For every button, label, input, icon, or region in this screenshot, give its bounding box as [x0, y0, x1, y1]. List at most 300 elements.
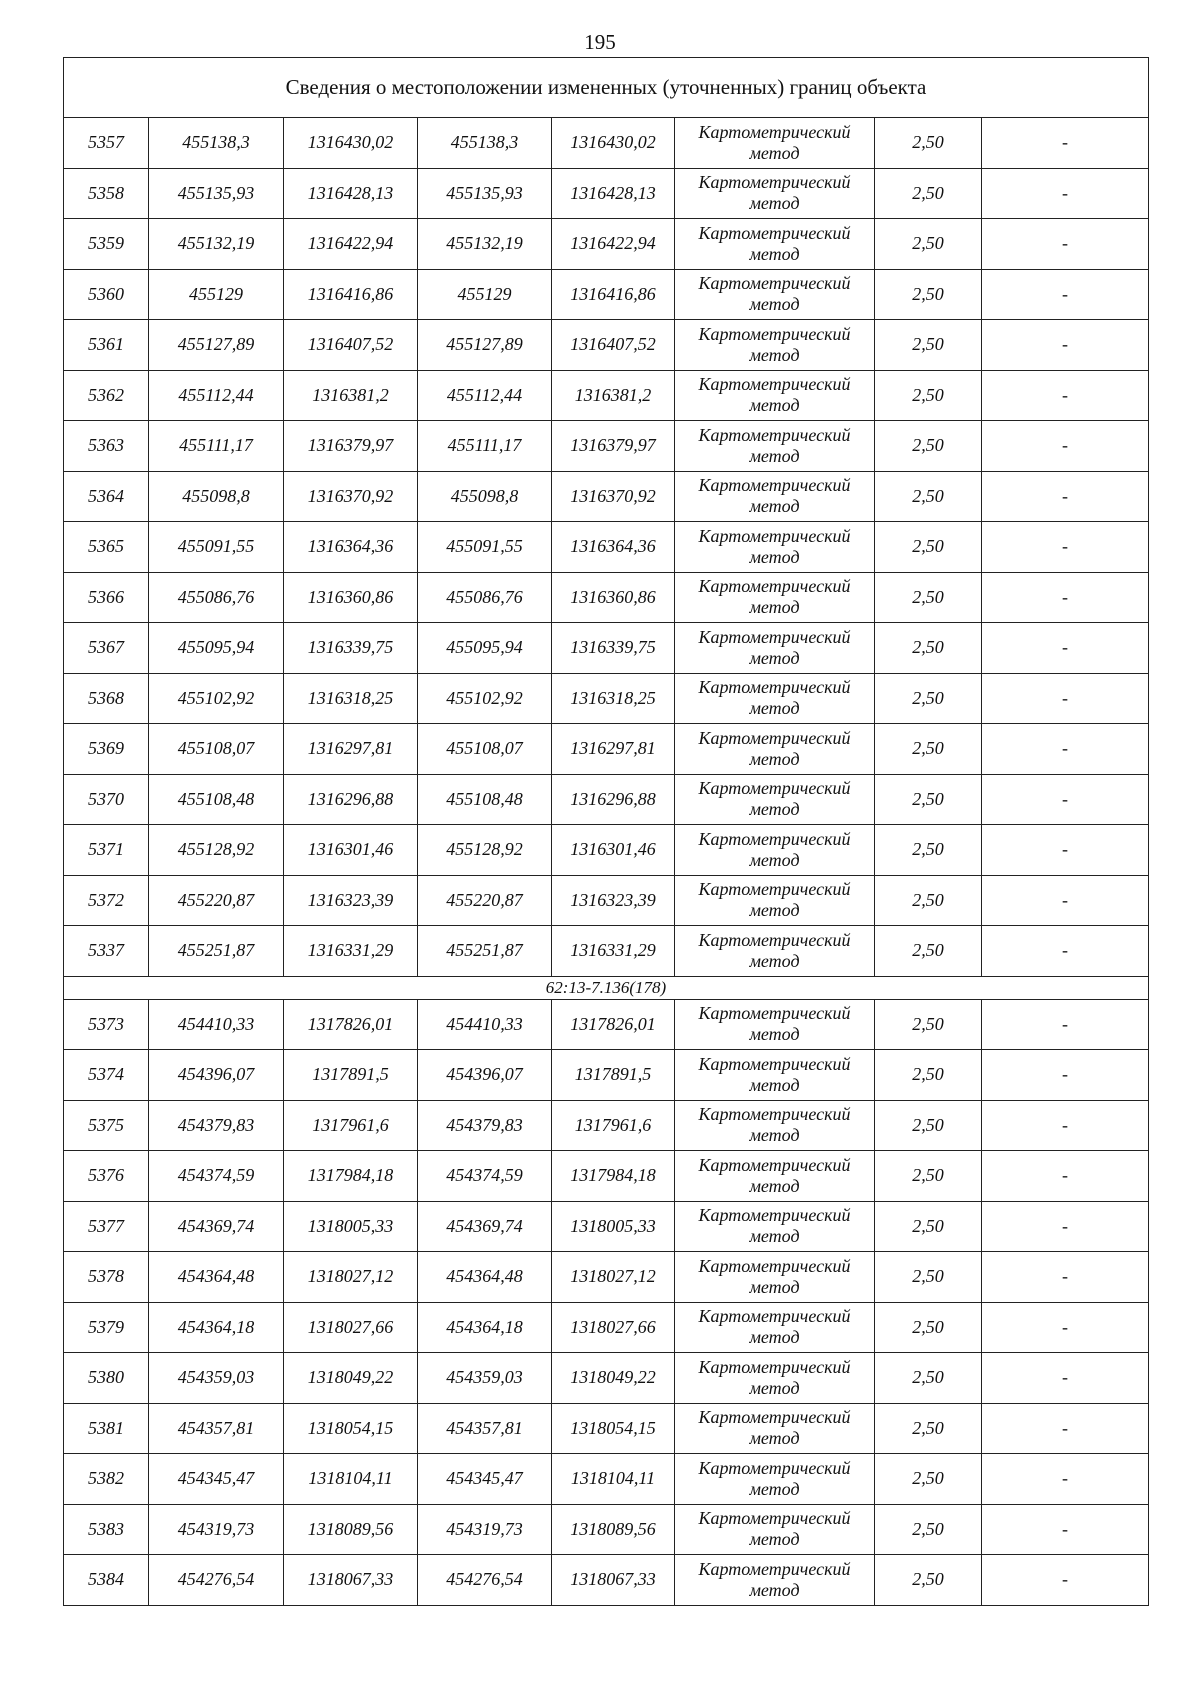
method-line2: метод — [749, 1125, 800, 1146]
description-cell: - — [982, 1050, 1149, 1101]
y-new-cell: 1316407,52 — [552, 320, 675, 371]
method-line2: метод — [749, 1024, 800, 1045]
method-cell — [675, 1302, 875, 1353]
y-old-cell: 1316379,97 — [284, 421, 418, 472]
method-line2: метод — [749, 1074, 800, 1095]
description-cell: - — [982, 471, 1149, 522]
y-new-cell: 1318005,33 — [552, 1201, 675, 1252]
method-line2: метод — [749, 698, 800, 719]
description-cell: - — [982, 774, 1149, 825]
x-new-cell: 454396,07 — [418, 1050, 552, 1101]
method-line1: Картометрический — [698, 525, 851, 546]
y-old-cell: 1318005,33 — [284, 1201, 418, 1252]
y-old-cell: 1316301,46 — [284, 825, 418, 876]
y-new-cell: 1318067,33 — [552, 1555, 675, 1606]
accuracy-cell: 2,50 — [875, 623, 982, 674]
method-cell — [675, 724, 875, 775]
description-cell: - — [982, 522, 1149, 573]
point-number-cell: 5373 — [64, 999, 149, 1050]
x-new-cell: 454357,81 — [418, 1403, 552, 1454]
table-row — [64, 1454, 1149, 1505]
point-number-cell: 5362 — [64, 370, 149, 421]
y-old-cell: 1318027,66 — [284, 1302, 418, 1353]
description-cell: - — [982, 1100, 1149, 1151]
accuracy-cell: 2,50 — [875, 926, 982, 977]
table-row — [64, 999, 1149, 1050]
y-new-cell: 1316301,46 — [552, 825, 675, 876]
table-title-row — [64, 58, 1149, 118]
description-cell: - — [982, 168, 1149, 219]
x-old-cell: 454364,18 — [149, 1302, 284, 1353]
method-cell — [675, 1100, 875, 1151]
x-old-cell: 455112,44 — [149, 370, 284, 421]
accuracy-cell: 2,50 — [875, 1201, 982, 1252]
x-new-cell: 455095,94 — [418, 623, 552, 674]
x-old-cell: 454319,73 — [149, 1504, 284, 1555]
x-old-cell: 454359,03 — [149, 1353, 284, 1404]
x-old-cell: 455086,76 — [149, 572, 284, 623]
x-old-cell: 455220,87 — [149, 875, 284, 926]
point-number-cell: 5360 — [64, 269, 149, 320]
description-cell: - — [982, 999, 1149, 1050]
x-old-cell: 455108,48 — [149, 774, 284, 825]
y-new-cell: 1318027,12 — [552, 1252, 675, 1303]
y-new-cell: 1316416,86 — [552, 269, 675, 320]
accuracy-cell: 2,50 — [875, 1454, 982, 1505]
method-cell — [675, 875, 875, 926]
method-cell — [675, 1403, 875, 1454]
y-old-cell: 1318089,56 — [284, 1504, 418, 1555]
y-old-cell: 1317826,01 — [284, 999, 418, 1050]
y-old-cell: 1318067,33 — [284, 1555, 418, 1606]
x-old-cell: 454379,83 — [149, 1100, 284, 1151]
table-row — [64, 1504, 1149, 1555]
y-old-cell: 1316381,2 — [284, 370, 418, 421]
x-new-cell: 455132,19 — [418, 219, 552, 270]
method-cell — [675, 1555, 875, 1606]
method-cell — [675, 118, 875, 169]
y-old-cell: 1316360,86 — [284, 572, 418, 623]
x-new-cell: 455091,55 — [418, 522, 552, 573]
y-new-cell: 1318089,56 — [552, 1504, 675, 1555]
point-number-cell: 5365 — [64, 522, 149, 573]
method-line1: Картометрический — [698, 677, 851, 698]
method-line2: метод — [749, 193, 800, 214]
point-number-cell: 5337 — [64, 926, 149, 977]
method-line2: метод — [749, 1428, 800, 1449]
x-new-cell: 455127,89 — [418, 320, 552, 371]
y-old-cell: 1316323,39 — [284, 875, 418, 926]
y-old-cell: 1318054,15 — [284, 1403, 418, 1454]
description-cell: - — [982, 269, 1149, 320]
table-row — [64, 522, 1149, 573]
y-new-cell: 1316331,29 — [552, 926, 675, 977]
x-new-cell: 455220,87 — [418, 875, 552, 926]
method-line1: Картометрический — [698, 1356, 851, 1377]
description-cell: - — [982, 1504, 1149, 1555]
method-line1: Картометрический — [698, 273, 851, 294]
section-label: 62:13-7.136(178) — [64, 976, 1149, 999]
point-number-cell: 5366 — [64, 572, 149, 623]
x-new-cell: 454364,18 — [418, 1302, 552, 1353]
y-new-cell: 1318104,11 — [552, 1454, 675, 1505]
x-old-cell: 454357,81 — [149, 1403, 284, 1454]
y-old-cell: 1316364,36 — [284, 522, 418, 573]
x-old-cell: 455251,87 — [149, 926, 284, 977]
method-line1: Картометрический — [698, 121, 851, 142]
method-line2: метод — [749, 445, 800, 466]
x-old-cell: 454410,33 — [149, 999, 284, 1050]
method-line1: Картометрический — [698, 828, 851, 849]
x-new-cell: 454369,74 — [418, 1201, 552, 1252]
method-line1: Картометрический — [698, 1154, 851, 1175]
method-cell — [675, 825, 875, 876]
table-title: Сведения о местоположении измененных (уточненных) границ объекта — [64, 58, 1149, 118]
accuracy-cell: 2,50 — [875, 471, 982, 522]
description-cell: - — [982, 926, 1149, 977]
x-new-cell: 455086,76 — [418, 572, 552, 623]
method-line1: Картометрический — [698, 1407, 851, 1428]
description-cell: - — [982, 370, 1149, 421]
y-old-cell: 1317961,6 — [284, 1100, 418, 1151]
x-new-cell: 455138,3 — [418, 118, 552, 169]
y-new-cell: 1318027,66 — [552, 1302, 675, 1353]
x-new-cell: 454379,83 — [418, 1100, 552, 1151]
table-row — [64, 320, 1149, 371]
method-line2: метод — [749, 950, 800, 971]
method-cell — [675, 1252, 875, 1303]
x-new-cell: 454359,03 — [418, 1353, 552, 1404]
method-line1: Картометрический — [698, 222, 851, 243]
description-cell: - — [982, 118, 1149, 169]
y-new-cell: 1316323,39 — [552, 875, 675, 926]
accuracy-cell: 2,50 — [875, 1151, 982, 1202]
method-line2: метод — [749, 647, 800, 668]
description-cell: - — [982, 1353, 1149, 1404]
y-new-cell: 1316381,2 — [552, 370, 675, 421]
method-line2: метод — [749, 496, 800, 517]
method-line2: метод — [749, 243, 800, 264]
y-new-cell: 1316296,88 — [552, 774, 675, 825]
description-cell: - — [982, 219, 1149, 270]
y-new-cell: 1317826,01 — [552, 999, 675, 1050]
x-old-cell: 454364,48 — [149, 1252, 284, 1303]
method-line1: Картометрический — [698, 576, 851, 597]
y-old-cell: 1316318,25 — [284, 673, 418, 724]
x-old-cell: 455102,92 — [149, 673, 284, 724]
table-row — [64, 219, 1149, 270]
y-new-cell: 1317961,6 — [552, 1100, 675, 1151]
method-cell — [675, 999, 875, 1050]
accuracy-cell: 2,50 — [875, 421, 982, 472]
accuracy-cell: 2,50 — [875, 673, 982, 724]
table-row — [64, 875, 1149, 926]
y-new-cell: 1316428,13 — [552, 168, 675, 219]
y-old-cell: 1316428,13 — [284, 168, 418, 219]
accuracy-cell: 2,50 — [875, 522, 982, 573]
accuracy-cell: 2,50 — [875, 724, 982, 775]
method-line1: Картометрический — [698, 1003, 851, 1024]
point-number-cell: 5375 — [64, 1100, 149, 1151]
table-row — [64, 774, 1149, 825]
method-line2: метод — [749, 294, 800, 315]
coordinates-table — [63, 57, 1149, 1606]
page-number: 195 — [584, 30, 616, 54]
x-new-cell: 454410,33 — [418, 999, 552, 1050]
accuracy-cell: 2,50 — [875, 370, 982, 421]
method-cell — [675, 1050, 875, 1101]
method-line2: метод — [749, 1327, 800, 1348]
x-old-cell: 455108,07 — [149, 724, 284, 775]
x-new-cell: 455135,93 — [418, 168, 552, 219]
accuracy-cell: 2,50 — [875, 1100, 982, 1151]
method-line2: метод — [749, 344, 800, 365]
x-new-cell: 455111,17 — [418, 421, 552, 472]
point-number-cell: 5372 — [64, 875, 149, 926]
x-new-cell: 454345,47 — [418, 1454, 552, 1505]
y-old-cell: 1316422,94 — [284, 219, 418, 270]
accuracy-cell: 2,50 — [875, 1504, 982, 1555]
x-new-cell: 454276,54 — [418, 1555, 552, 1606]
method-cell — [675, 1353, 875, 1404]
accuracy-cell: 2,50 — [875, 825, 982, 876]
x-new-cell: 455112,44 — [418, 370, 552, 421]
table-row — [64, 1252, 1149, 1303]
method-line2: метод — [749, 1377, 800, 1398]
method-line1: Картометрический — [698, 1508, 851, 1529]
x-old-cell: 455091,55 — [149, 522, 284, 573]
y-new-cell: 1317891,5 — [552, 1050, 675, 1101]
description-cell: - — [982, 320, 1149, 371]
method-line2: метод — [749, 142, 800, 163]
method-cell — [675, 421, 875, 472]
method-line2: метод — [749, 546, 800, 567]
table-row — [64, 421, 1149, 472]
x-old-cell: 455098,8 — [149, 471, 284, 522]
method-line2: метод — [749, 1579, 800, 1600]
x-old-cell: 454345,47 — [149, 1454, 284, 1505]
method-line1: Картометрический — [698, 1205, 851, 1226]
point-number-cell: 5376 — [64, 1151, 149, 1202]
y-old-cell: 1317984,18 — [284, 1151, 418, 1202]
point-number-cell: 5380 — [64, 1353, 149, 1404]
x-old-cell: 455127,89 — [149, 320, 284, 371]
method-line1: Картометрический — [698, 424, 851, 445]
y-new-cell: 1316364,36 — [552, 522, 675, 573]
method-cell — [675, 774, 875, 825]
y-new-cell: 1317984,18 — [552, 1151, 675, 1202]
description-cell: - — [982, 1151, 1149, 1202]
method-line1: Картометрический — [698, 929, 851, 950]
table-row — [64, 673, 1149, 724]
y-new-cell: 1316339,75 — [552, 623, 675, 674]
x-old-cell: 454374,59 — [149, 1151, 284, 1202]
method-line1: Картометрический — [698, 374, 851, 395]
x-new-cell: 455129 — [418, 269, 552, 320]
x-new-cell: 455102,92 — [418, 673, 552, 724]
description-cell: - — [982, 825, 1149, 876]
accuracy-cell: 2,50 — [875, 572, 982, 623]
table-row — [64, 1050, 1149, 1101]
method-line1: Картометрический — [698, 1255, 851, 1276]
y-new-cell: 1316318,25 — [552, 673, 675, 724]
method-cell — [675, 320, 875, 371]
x-old-cell: 455138,3 — [149, 118, 284, 169]
accuracy-cell: 2,50 — [875, 269, 982, 320]
x-new-cell: 455108,48 — [418, 774, 552, 825]
y-old-cell: 1316339,75 — [284, 623, 418, 674]
point-number-cell: 5383 — [64, 1504, 149, 1555]
table-row — [64, 1201, 1149, 1252]
method-line2: метод — [749, 849, 800, 870]
method-line1: Картометрический — [698, 626, 851, 647]
method-line1: Картометрический — [698, 727, 851, 748]
description-cell: - — [982, 1201, 1149, 1252]
y-old-cell: 1316370,92 — [284, 471, 418, 522]
table-row — [64, 1302, 1149, 1353]
method-cell — [675, 168, 875, 219]
y-old-cell: 1316297,81 — [284, 724, 418, 775]
point-number-cell: 5361 — [64, 320, 149, 371]
accuracy-cell: 2,50 — [875, 1252, 982, 1303]
method-cell — [675, 471, 875, 522]
x-new-cell: 454374,59 — [418, 1151, 552, 1202]
method-line2: метод — [749, 1226, 800, 1247]
description-cell: - — [982, 1252, 1149, 1303]
method-cell — [675, 219, 875, 270]
method-line1: Картометрический — [698, 323, 851, 344]
x-old-cell: 454396,07 — [149, 1050, 284, 1101]
method-line1: Картометрический — [698, 1457, 851, 1478]
accuracy-cell: 2,50 — [875, 1050, 982, 1101]
method-cell — [675, 522, 875, 573]
x-old-cell: 454276,54 — [149, 1555, 284, 1606]
point-number-cell: 5370 — [64, 774, 149, 825]
point-number-cell: 5357 — [64, 118, 149, 169]
accuracy-cell: 2,50 — [875, 1555, 982, 1606]
section-header-row — [64, 976, 1149, 999]
method-line2: метод — [749, 1175, 800, 1196]
method-line2: метод — [749, 597, 800, 618]
description-cell: - — [982, 724, 1149, 775]
point-number-cell: 5364 — [64, 471, 149, 522]
method-cell — [675, 1504, 875, 1555]
table-row — [64, 1100, 1149, 1151]
method-line1: Картометрический — [698, 1306, 851, 1327]
accuracy-cell: 2,50 — [875, 219, 982, 270]
table-row — [64, 1403, 1149, 1454]
x-old-cell: 455132,19 — [149, 219, 284, 270]
method-line2: метод — [749, 900, 800, 921]
description-cell: - — [982, 673, 1149, 724]
y-new-cell: 1316370,92 — [552, 471, 675, 522]
x-new-cell: 455128,92 — [418, 825, 552, 876]
table-row — [64, 471, 1149, 522]
method-line1: Картометрический — [698, 475, 851, 496]
point-number-cell: 5358 — [64, 168, 149, 219]
method-cell — [675, 572, 875, 623]
y-old-cell: 1318027,12 — [284, 1252, 418, 1303]
y-new-cell: 1318054,15 — [552, 1403, 675, 1454]
method-cell — [675, 1454, 875, 1505]
method-line2: метод — [749, 395, 800, 416]
x-new-cell: 454364,48 — [418, 1252, 552, 1303]
accuracy-cell: 2,50 — [875, 1353, 982, 1404]
description-cell: - — [982, 1555, 1149, 1606]
method-cell — [675, 623, 875, 674]
accuracy-cell: 2,50 — [875, 320, 982, 371]
point-number-cell: 5367 — [64, 623, 149, 674]
x-old-cell: 455111,17 — [149, 421, 284, 472]
point-number-cell: 5381 — [64, 1403, 149, 1454]
table-row — [64, 168, 1149, 219]
point-number-cell: 5377 — [64, 1201, 149, 1252]
x-new-cell: 455251,87 — [418, 926, 552, 977]
table-row — [64, 269, 1149, 320]
description-cell: - — [982, 1403, 1149, 1454]
y-new-cell: 1316430,02 — [552, 118, 675, 169]
point-number-cell: 5374 — [64, 1050, 149, 1101]
table-row — [64, 370, 1149, 421]
table-row — [64, 1353, 1149, 1404]
y-old-cell: 1318049,22 — [284, 1353, 418, 1404]
y-old-cell: 1316407,52 — [284, 320, 418, 371]
method-cell — [675, 673, 875, 724]
table-row — [64, 623, 1149, 674]
x-new-cell: 454319,73 — [418, 1504, 552, 1555]
table-row — [64, 572, 1149, 623]
description-cell: - — [982, 1302, 1149, 1353]
point-number-cell: 5379 — [64, 1302, 149, 1353]
point-number-cell: 5382 — [64, 1454, 149, 1505]
point-number-cell: 5378 — [64, 1252, 149, 1303]
description-cell: - — [982, 572, 1149, 623]
y-old-cell: 1317891,5 — [284, 1050, 418, 1101]
method-line1: Картометрический — [698, 1053, 851, 1074]
x-new-cell: 455098,8 — [418, 471, 552, 522]
y-new-cell: 1316297,81 — [552, 724, 675, 775]
method-line1: Картометрический — [698, 879, 851, 900]
method-line2: метод — [749, 1529, 800, 1550]
method-cell — [675, 926, 875, 977]
table-row — [64, 1151, 1149, 1202]
x-old-cell: 454369,74 — [149, 1201, 284, 1252]
point-number-cell: 5359 — [64, 219, 149, 270]
method-line2: метод — [749, 1276, 800, 1297]
description-cell: - — [982, 623, 1149, 674]
y-old-cell: 1316331,29 — [284, 926, 418, 977]
accuracy-cell: 2,50 — [875, 999, 982, 1050]
method-cell — [675, 1151, 875, 1202]
table-row — [64, 825, 1149, 876]
accuracy-cell: 2,50 — [875, 875, 982, 926]
method-line2: метод — [749, 799, 800, 820]
accuracy-cell: 2,50 — [875, 168, 982, 219]
y-new-cell: 1316422,94 — [552, 219, 675, 270]
x-old-cell: 455095,94 — [149, 623, 284, 674]
method-cell — [675, 1201, 875, 1252]
method-line1: Картометрический — [698, 778, 851, 799]
point-number-cell: 5369 — [64, 724, 149, 775]
method-line1: Картометрический — [698, 1104, 851, 1125]
description-cell: - — [982, 421, 1149, 472]
point-number-cell: 5368 — [64, 673, 149, 724]
accuracy-cell: 2,50 — [875, 118, 982, 169]
y-new-cell: 1316379,97 — [552, 421, 675, 472]
method-cell — [675, 269, 875, 320]
y-new-cell: 1316360,86 — [552, 572, 675, 623]
method-line1: Картометрический — [698, 172, 851, 193]
